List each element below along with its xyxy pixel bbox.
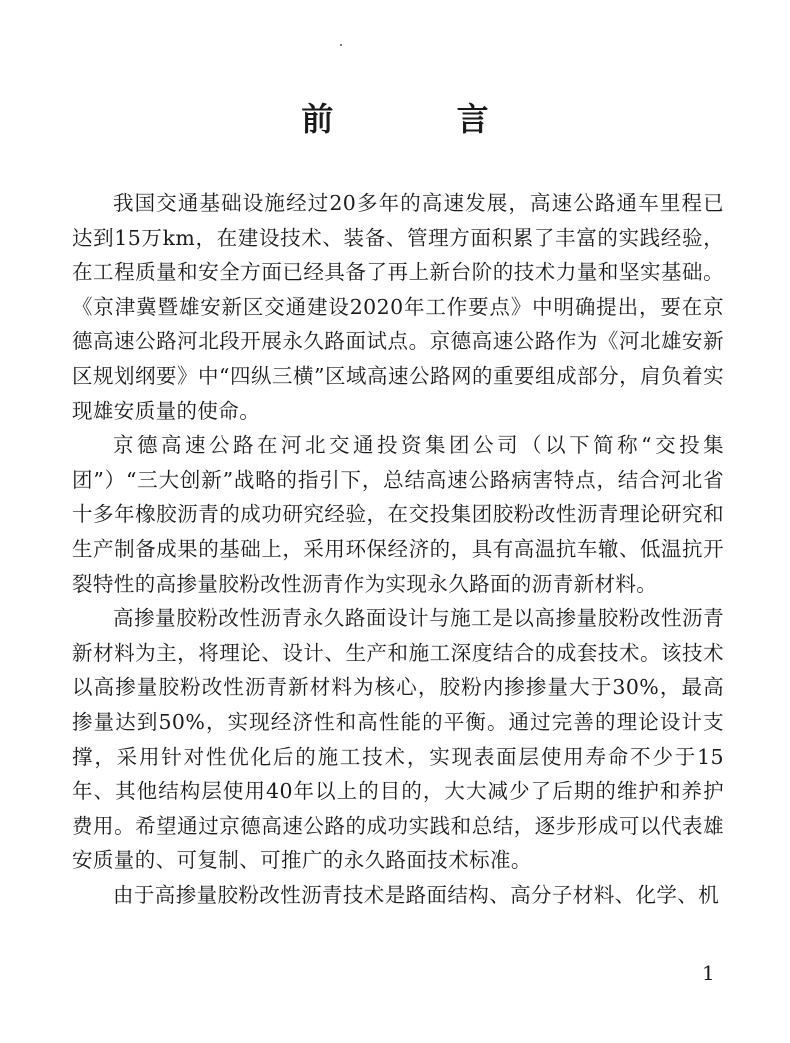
paragraph-4: 由于高掺量胶粉改性沥青技术是路面结构、高分子材料、化学、机 [113, 882, 720, 907]
paragraph-1: 我国交通基础设施经过20多年的高速发展，高速公路通车里程已达到15万km，在建设技术、装备、管理方面积累了丰富的实践经验，在工程质量和安全方面已经具备了再上新台阶的技术力量和坚实基础。《京津冀暨雄安新区交通建设2020年工作要点》中明确提出，要在京德高速公路河北段开展永久路面试点。京德高速公路作为《河北雄安新区规划纲要》中“四纵三横”区域高速公路网的重要组成部分，肩负着实现雄安质量的使命。 [72, 191, 724, 423]
page-title: 前 言 [301, 100, 545, 139]
paragraph-3: 高掺量胶粉改性沥青永久路面设计与施工是以高掺量胶粉改性沥青新材料为主，将理论、设计、生产和施工深度结合的成套技术。该技术以高掺量胶粉改性沥青新材料为核心，胶粉内掺掺量大于30%，最高掺量达到50%，实现经济性和高性能的平衡。通过完善的理论设计支撑，采用针对性优化后的施工技术，实现表面层使用寿命不少于15年、其他结构层使用40年以上的目的，大大减少了后期的维护和养护费用。希望通过京德高速公路的成功实践和总结，逐步形成可以代表雄安质量的、可复制、可推广的永久路面技术标准。 [72, 606, 724, 873]
page-number: 1 [702, 961, 715, 985]
body-text [72, 186, 724, 912]
print-dot [340, 44, 342, 46]
paragraph-2: 京德高速公路在河北交通投资集团公司（以下简称“交投集团”）“三大创新”战略的指引下，总结高速公路病害特点，结合河北省十多年橡胶沥青的成功研究经验，在交投集团胶粉改性沥青理论研究和生产制备成果的基础上，采用环保经济的，具有高温抗车辙、低温抗开裂特性的高掺量胶粉改性沥青作为实现永久路面的沥青新材料。 [72, 433, 724, 596]
